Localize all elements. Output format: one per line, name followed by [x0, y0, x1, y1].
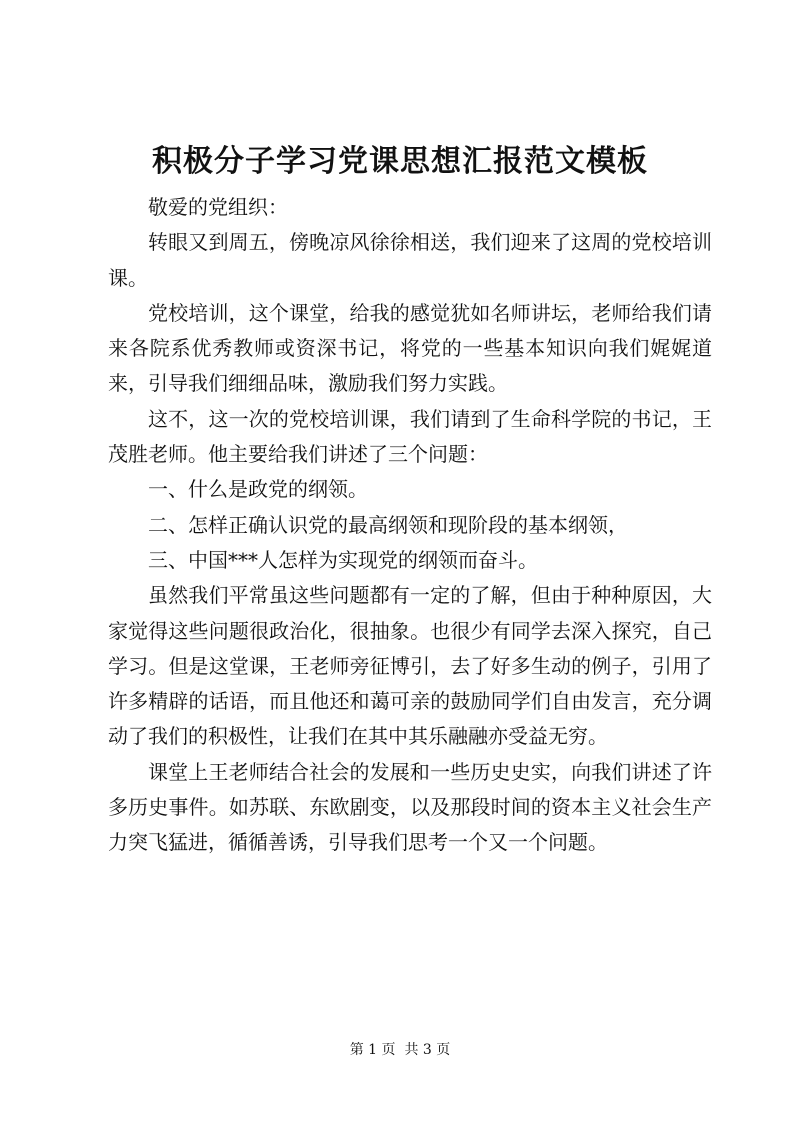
list-item: 二、怎样正确认识党的最高纲领和现阶段的基本纲领， [148, 512, 628, 537]
paragraph: 这不，这一次的党校培训课，我们请到了生命科学院的书记，王茂胜老师。他主要给我们讲述了三个问题： [108, 406, 712, 467]
paragraph-salutation: 敬爱的党组织： [148, 195, 288, 219]
paragraph: 转眼又到周五，傍晚凉风徐徐相送，我们迎来了这周的党校培训课。 [108, 230, 712, 290]
paragraph: 课堂上王老师结合社会的发展和一些历史史实，向我们讲述了许多历史事件。如苏联、东欧剧变，以及那段时间的资本主义社会生产力突飞猛进，循循善诱，引导我们思考一个又一个问题。 [108, 759, 712, 855]
paragraph: 虽然我们平常虽这些问题都有一定的了解，但由于种种原因，大家觉得这些问题很政治化，很抽象。也很少有同学去深入探究，自己学习。但是这堂课，王老师旁征博引，去了好多生动的例子，引用了许多精辟的话语，而且他还和蔼可亲的鼓励同学们自由发言，充分调动了我们的积极性，让我们在其中其乐融融亦受益无穷。 [108, 583, 712, 749]
document-title: 积极分子学习党课思想汇报范文模板 [152, 144, 648, 179]
list-item: 三、中国***人怎样为实现党的纲领而奋斗。 [148, 547, 538, 572]
document-body [108, 190, 712, 861]
list-item: 一、什么是政党的纲领。 [148, 477, 368, 502]
page-footer: 第 1 页 共 3 页 [349, 1042, 451, 1058]
paragraph: 党校培训，这个课堂，给我的感觉犹如名师讲坛，老师给我们请来各院系优秀教师或资深书记，将党的一些基本知识向我们娓娓道来，引导我们细细品味，激励我们努力实践。 [108, 300, 712, 396]
